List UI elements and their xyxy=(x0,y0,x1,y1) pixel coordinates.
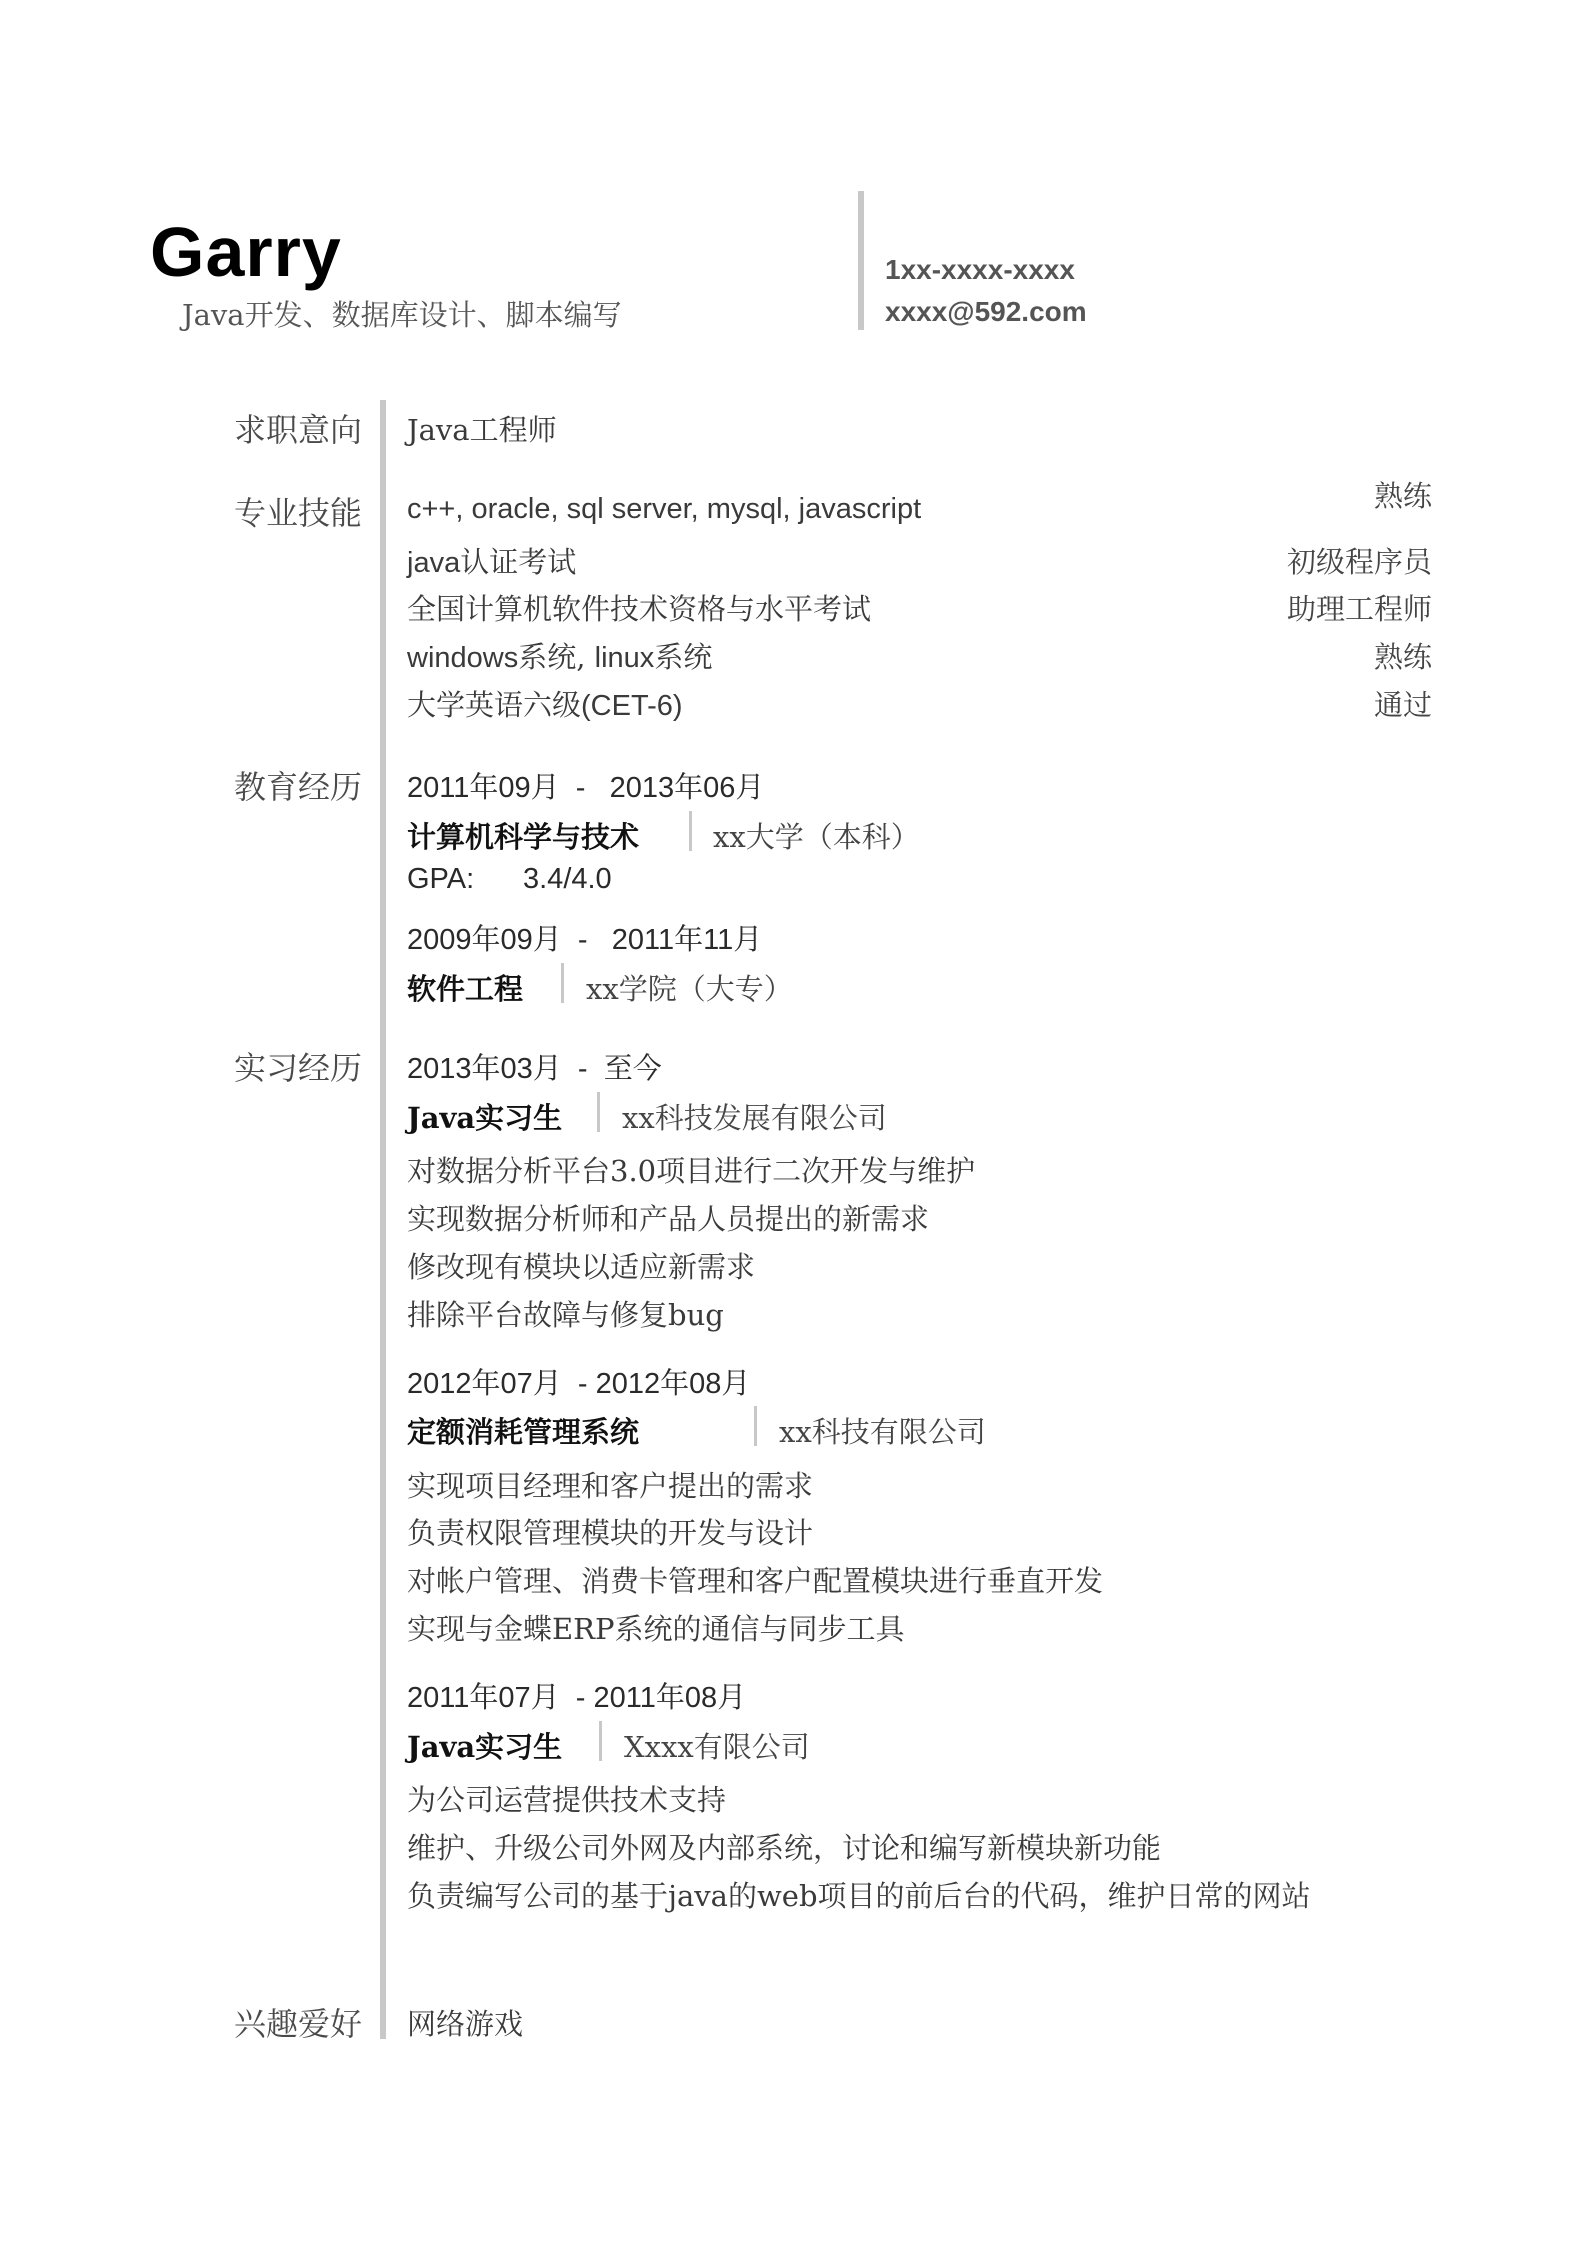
section-label-hobbies: 兴趣爱好 xyxy=(234,2005,363,2043)
internship-company: xx科技有限公司 xyxy=(779,1415,986,1449)
internship-role: Java实习生 xyxy=(407,1101,563,1135)
skill-name: c++, oracle, sql server, mysql, javascript xyxy=(407,493,922,525)
hobbies-value: 网络游戏 xyxy=(407,2007,524,2041)
internship-date-range: 2013年03月 - 至今 xyxy=(407,1051,662,1085)
skill-name: windows系统, linux系统 xyxy=(407,640,713,674)
internship-duty: 对帐户管理、消费卡管理和客户配置模块进行垂直开发 xyxy=(407,1564,1104,1598)
education-divider xyxy=(561,963,564,1003)
education-school: xx大学（本科） xyxy=(713,820,920,854)
education-divider xyxy=(689,811,692,851)
education-gpa: 3.4/4.0 xyxy=(523,863,612,895)
skill-level: 助理工程师 xyxy=(1286,592,1432,626)
internship-divider xyxy=(599,1721,602,1761)
section-label-education: 教育经历 xyxy=(234,768,363,806)
education-date-range: 2011年09月 - 2013年06月 xyxy=(407,772,765,804)
internship-duty: 实现数据分析师和产品人员提出的新需求 xyxy=(407,1202,930,1236)
internship-duty: 为公司运营提供技术支持 xyxy=(407,1783,727,1817)
internship-role: Java实习生 xyxy=(407,1730,563,1764)
internship-company: xx科技发展有限公司 xyxy=(622,1101,887,1135)
internship-company: Xxxx有限公司 xyxy=(624,1730,810,1764)
job-intent-value: Java工程师 xyxy=(407,413,557,447)
candidate-name: Garry xyxy=(150,213,342,291)
internship-divider xyxy=(597,1092,600,1132)
education-major: 计算机科学与技术 xyxy=(407,820,640,854)
section-label-job-intent: 求职意向 xyxy=(234,411,363,449)
internship-role: 定额消耗管理系统 xyxy=(407,1415,640,1449)
internship-divider xyxy=(754,1406,757,1446)
email-address: xxxx@592.com xyxy=(885,296,1087,327)
internship-date-range: 2011年07月 - 2011年08月 xyxy=(407,1682,747,1714)
internship-duty: 实现项目经理和客户提出的需求 xyxy=(407,1469,814,1503)
section-label-skills: 专业技能 xyxy=(234,494,363,532)
skill-name: 全国计算机软件技术资格与水平考试 xyxy=(407,592,872,626)
internship-date-range: 2012年07月 - 2012年08月 xyxy=(407,1368,751,1400)
internship-duty: 排除平台故障与修复bug xyxy=(407,1298,724,1332)
education-gpa-label: GPA: xyxy=(407,863,475,895)
section-label-internship: 实习经历 xyxy=(234,1049,363,1087)
internship-duty: 对数据分析平台3.0项目进行二次开发与维护 xyxy=(407,1154,976,1188)
skill-level: 熟练 xyxy=(1373,479,1432,513)
internship-duty: 修改现有模块以适应新需求 xyxy=(407,1250,756,1284)
education-school: xx学院（大专） xyxy=(586,972,793,1006)
skill-name: java认证考试 xyxy=(407,545,577,579)
header-divider xyxy=(858,191,864,330)
skill-level: 熟练 xyxy=(1373,640,1432,674)
skill-level: 通过 xyxy=(1373,688,1432,722)
internship-duty: 维护、升级公司外网及内部系统，讨论和编写新模块新功能 xyxy=(407,1831,1162,1865)
skill-level: 初级程序员 xyxy=(1286,545,1432,579)
candidate-subtitle: Java开发、数据库设计、脚本编写 xyxy=(182,298,622,332)
education-major: 软件工程 xyxy=(407,972,524,1006)
internship-duty: 负责权限管理模块的开发与设计 xyxy=(407,1516,814,1550)
education-date-range: 2009年09月 - 2011年11月 xyxy=(407,924,763,956)
phone-number: 1xx-xxxx-xxxx xyxy=(885,254,1075,285)
internship-duty: 负责编写公司的基于java的web项目的前后台的代码，维护日常的网站 xyxy=(407,1879,1311,1913)
internship-duty: 实现与金蝶ERP系统的通信与同步工具 xyxy=(407,1612,905,1646)
skill-name: 大学英语六级(CET-6) xyxy=(407,688,683,722)
main-vertical-divider xyxy=(380,400,386,2039)
